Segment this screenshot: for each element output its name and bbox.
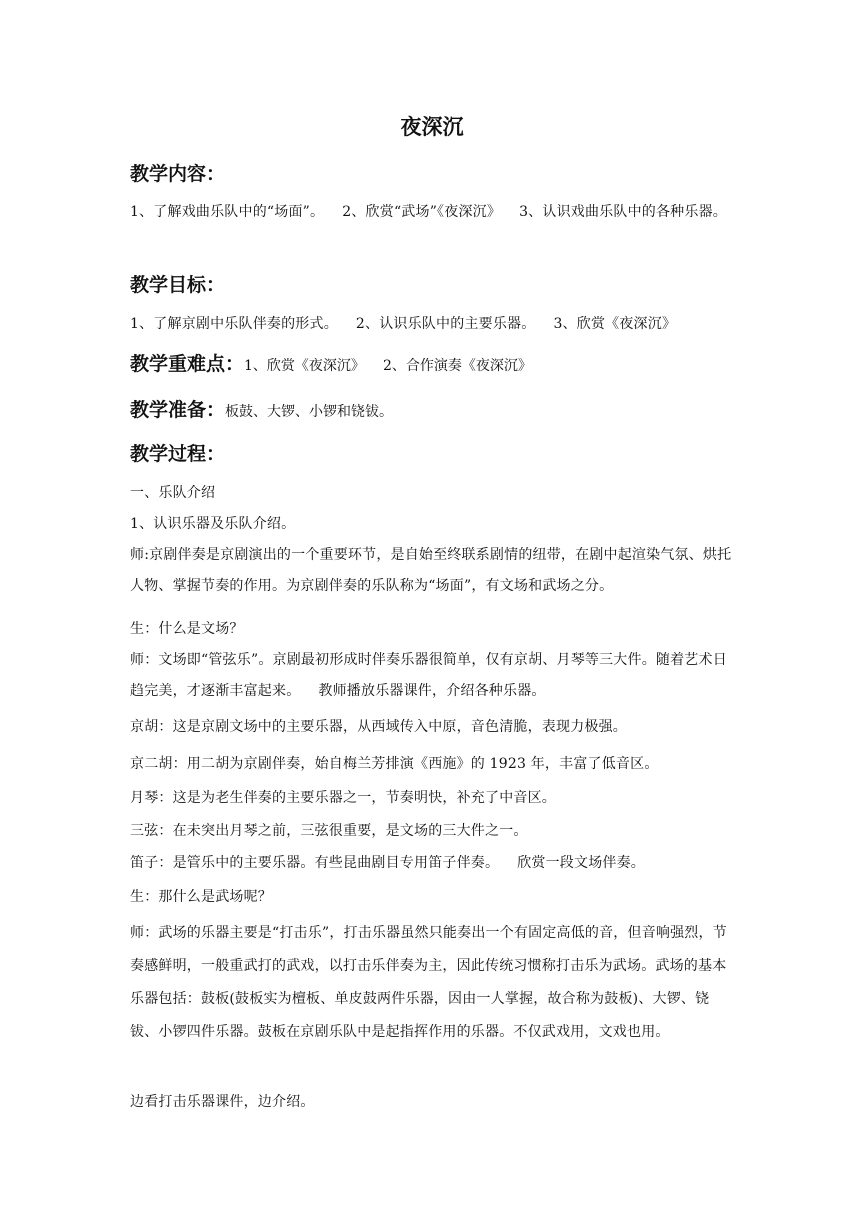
teaching-goal-item: 2、认识乐队中的主要乐器。 [355, 316, 536, 332]
page-title: 夜深沉 [400, 115, 464, 139]
paragraph-text: 笛子：是管乐中的主要乐器。有些昆曲剧目专用笛子伴奏。 [130, 855, 500, 871]
paragraph: 三弦：在未突出月琴之前，三弦很重要，是文场的三大件之一。 [130, 823, 528, 839]
key-points-heading: 教学重难点： [130, 353, 245, 375]
teaching-goals-heading: 教学目标： [130, 274, 226, 296]
section-heading: 一、乐队介绍 [130, 485, 216, 501]
paragraph-text: 教师播放乐器课件，介绍各种乐器。 [318, 683, 546, 699]
preparation-heading: 教学准备： [130, 399, 226, 421]
subsection-heading: 1、认识乐器及乐队介绍。 [130, 516, 296, 532]
teaching-goal-item: 3、欣赏《夜深沉》 [553, 316, 677, 332]
teaching-content-text [130, 197, 734, 228]
paragraph: 边看打击乐器课件，边介绍。 [130, 1094, 315, 1110]
paragraph: 生：什么是文场？ [130, 621, 244, 637]
key-points-row [130, 350, 532, 380]
paragraph: 师：武场的乐器主要是“打击乐”，打击乐器虽然只能奏出一个有固定高低的音，但音响强烈，节奏感鲜明，一般重武打的武戏，以打击乐伴奏为主，因此传统习惯称打击乐为武场。武场的基本乐器包括：鼓板(鼓板实为檀板、单皮鼓两件乐器，因由一人掌握，故合称为鼓板)、大锣、铙钹、小锣四件乐器。鼓板在京剧乐队中是起指挥作用的乐器。不仅武戏用，文戏也用。 [130, 925, 727, 1040]
teaching-goals-text [130, 309, 734, 340]
paragraph: 京胡：这是京剧文场中的主要乐器，从西域传入中原，音色清脆，表现力极强。 [130, 719, 627, 735]
teaching-goal-item: 1、了解京剧中乐队伴奏的形式。 [130, 316, 338, 332]
preparation-row [130, 396, 393, 426]
paragraph-text: 欣赏一段文场伴奏。 [517, 855, 646, 871]
paragraph-text: 师：文场即“管弦乐”。京剧最初形成时伴奏乐器很简单，仅有京胡、月琴等三大件。随着艺术日趋完美，才逐渐丰富起来。 [130, 652, 727, 699]
teaching-content-item: 3、认识戏曲乐队中的各种乐器。 [519, 204, 727, 220]
paragraph [130, 645, 734, 707]
teaching-content-item: 1、了解戏曲乐队中的“场面”。 [130, 204, 325, 220]
teaching-content-item: 2、欣赏“武场”《夜深沉》 [342, 204, 502, 220]
teaching-content-heading: 教学内容： [130, 163, 226, 185]
preparation-text: 板鼓、大锣、小锣和铙钹。 [225, 404, 394, 420]
paragraph: 师:京剧伴奏是京剧演出的一个重要环节，是自始至终联系剧情的纽带，在剧中起渲染气氛、烘托人物、掌握节奏的作用。为京剧伴奏的乐队称为“场面”，有文场和武场之分。 [130, 547, 732, 594]
key-point-item: 1、欣赏《夜深沉》 [244, 358, 365, 374]
paragraph: 生：那什么是武场呢？ [130, 889, 272, 905]
key-point-item: 2、合作演奏《夜深沉》 [382, 358, 532, 374]
paragraph: 月琴：这是为老生伴奏的主要乐器之一，节奏明快，补充了中音区。 [130, 790, 556, 806]
paragraph [130, 848, 734, 879]
paragraph: 京二胡：用二胡为京剧伴奏，始自梅兰芳排演《西施》的 1923 年，丰富了低音区。 [130, 756, 659, 772]
process-heading: 教学过程： [130, 443, 226, 465]
